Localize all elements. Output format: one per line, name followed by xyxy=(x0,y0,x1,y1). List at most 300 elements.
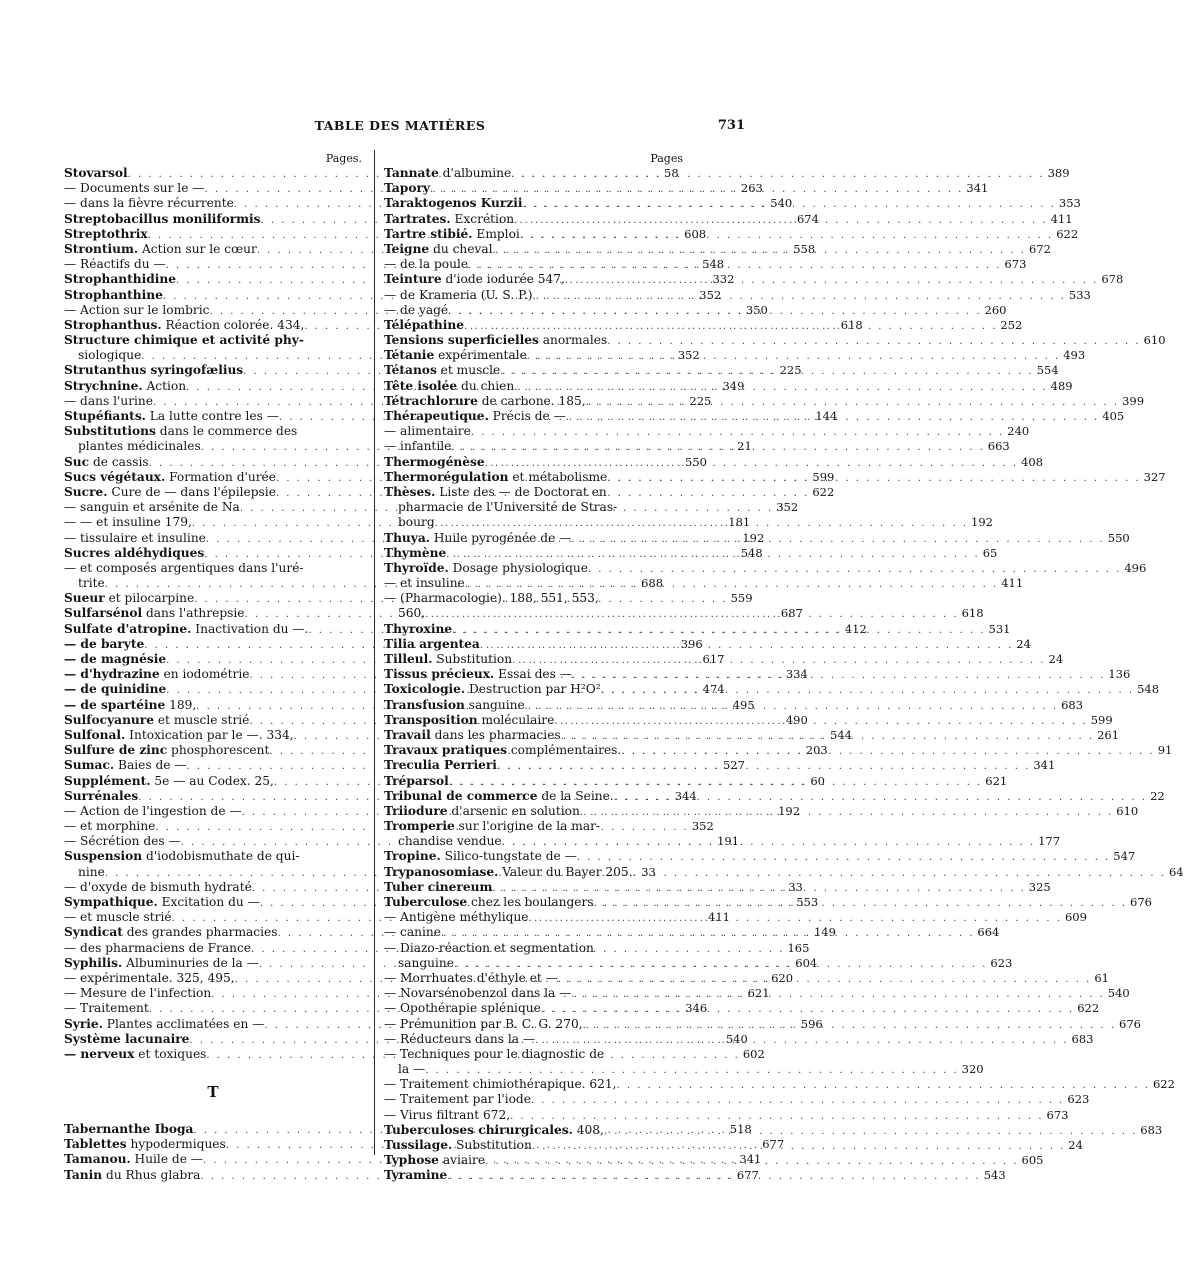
entry-subtext: hypodermiques xyxy=(126,1137,226,1152)
entry-page: 550 xyxy=(685,454,707,469)
entry-text xyxy=(384,227,520,242)
entry-text xyxy=(384,1153,485,1168)
entry-text xyxy=(64,272,176,287)
entry-text xyxy=(64,1122,193,1137)
entry-subtext: plantes médicinales xyxy=(78,439,201,454)
entry-text xyxy=(64,880,252,895)
entry-page: 341 xyxy=(739,1152,762,1167)
entry-text xyxy=(384,576,465,591)
entry-page: 22 xyxy=(1150,788,1165,803)
entry-term: Substitutions xyxy=(64,424,156,439)
entry-subtext: — (Pharmacologie). 188, 551, 553, xyxy=(384,591,599,606)
entry-text xyxy=(64,333,304,348)
entry-page: 24 xyxy=(1016,636,1031,651)
entry-text xyxy=(398,956,454,971)
entry-term: Sueur xyxy=(64,591,105,606)
entry-subtext: Action xyxy=(142,378,187,393)
entry-term: Strophanthus. xyxy=(64,317,162,332)
entry-subtext: chez les boulangers xyxy=(467,895,594,909)
leader-dots xyxy=(497,759,1030,774)
entry-text xyxy=(64,789,138,804)
leader-dots xyxy=(541,1002,1074,1017)
entry-subtext: bourg xyxy=(398,515,435,530)
entry-term: Supplément. xyxy=(64,773,151,788)
entry-page: 489 xyxy=(1050,378,1073,393)
entry-text xyxy=(384,849,577,864)
entry-subtext: complémentaires. xyxy=(506,743,622,758)
entry-term: Thèses. xyxy=(384,484,436,499)
entry-term: Tuberculoses chirurgicales. xyxy=(384,1122,573,1137)
entry-text xyxy=(384,941,594,956)
entry-term: Structure chimique et activité phy- xyxy=(64,333,304,348)
entry-text xyxy=(64,925,278,940)
entry-text xyxy=(64,227,148,242)
entry-subtext: — Traitement xyxy=(64,1001,149,1016)
entry-text xyxy=(384,789,614,804)
entry-term: Teigne xyxy=(384,241,430,256)
entry-text xyxy=(384,622,452,637)
entry-term: Tanin xyxy=(64,1167,103,1182)
entry-subtext: trite xyxy=(78,576,105,591)
entry-text xyxy=(64,637,144,652)
entry-term: Tartrates. xyxy=(384,211,451,226)
entry-page: 677 xyxy=(736,1167,759,1182)
entry-subtext: sanguine xyxy=(398,955,454,970)
entry-text xyxy=(384,698,525,713)
entry-text xyxy=(64,318,304,333)
entry-text xyxy=(64,424,297,439)
leader-dots xyxy=(571,987,1104,1002)
entry-subtext: — Documents sur le — xyxy=(64,181,205,196)
entry-page: 350 xyxy=(745,302,768,317)
entry-page: 24 xyxy=(1068,1138,1083,1152)
entry-subtext: Formation d'urée xyxy=(165,469,276,484)
entry-page: 352 xyxy=(699,287,722,302)
entry-text xyxy=(64,288,163,303)
entry-term: Tablettes xyxy=(64,1137,127,1152)
entry-text xyxy=(384,1077,617,1092)
entry-term: Strutanthus syringofælius xyxy=(64,363,244,378)
entry-text xyxy=(64,743,269,758)
entry-page: 531 xyxy=(988,621,1011,636)
entry-page: 490 xyxy=(785,712,808,727)
entry-subtext: Précis de — xyxy=(488,409,566,423)
entry-term: Tensions superficielles xyxy=(384,333,539,348)
leader-dots xyxy=(554,714,1087,729)
entry-subtext: chandise vendue xyxy=(398,834,502,849)
entry-page: 623 xyxy=(990,955,1013,970)
entry-term: Thymène xyxy=(384,545,447,560)
entry-text xyxy=(384,561,588,576)
leader-dots xyxy=(607,334,1140,349)
entry-page: 33 xyxy=(641,864,656,879)
entry-subtext: du cheval xyxy=(429,241,493,256)
entry-text xyxy=(64,986,211,1001)
entry-subtext: Excrétion xyxy=(450,211,515,226)
entry-subtext: — dans l'urine xyxy=(64,393,153,408)
leader-dots xyxy=(532,1139,1065,1154)
entry-page: 496 xyxy=(1124,560,1147,575)
index-entry xyxy=(384,333,1166,348)
entry-page: 327 xyxy=(1143,469,1166,484)
leader-dots xyxy=(532,289,1065,304)
entry-text xyxy=(384,470,607,485)
entry-page: 320 xyxy=(961,1062,984,1077)
entry-page: 599 xyxy=(1090,712,1113,727)
entry-page: 405 xyxy=(1102,409,1125,423)
entry-page: 261 xyxy=(1097,727,1120,742)
index-entry xyxy=(384,819,683,834)
entry-text xyxy=(384,1092,531,1107)
entry-term: Tyramine xyxy=(384,1168,448,1183)
entry-page: 91 xyxy=(1157,743,1173,758)
entry-term: Syndicat xyxy=(64,925,123,940)
leader-dots xyxy=(577,850,1110,865)
entry-subtext: et toxiques xyxy=(134,1046,207,1061)
entry-term: Tussilage. xyxy=(384,1138,453,1152)
entry-page: 622 xyxy=(812,484,835,499)
entry-subtext: des grandes pharmacies xyxy=(122,925,278,940)
entry-text xyxy=(398,1062,425,1077)
entry-text xyxy=(64,819,155,834)
entry-subtext: Huile pyrogénée de — xyxy=(430,530,572,545)
entry-term: Tannate xyxy=(384,166,439,180)
entry-page: 683 xyxy=(1061,697,1084,712)
entry-page: 622 xyxy=(1056,226,1079,241)
leader-dots xyxy=(510,1109,1043,1124)
entry-subtext: anormales xyxy=(538,333,608,348)
entry-page: 411 xyxy=(708,910,730,925)
entry-text xyxy=(384,591,599,606)
entry-text xyxy=(64,166,128,181)
entry-subtext: et métabolisme xyxy=(508,469,608,484)
entry-subtext: — Mesure de l'infection xyxy=(64,986,212,1001)
entry-term: Surrénales xyxy=(64,788,139,803)
entry-subtext: 560, xyxy=(398,606,426,621)
entry-page: 610 xyxy=(1143,333,1166,348)
entry-page: 341 xyxy=(1033,758,1056,773)
entry-subtext: Silico-tungstate de — xyxy=(440,849,577,864)
entry-text xyxy=(398,834,502,849)
entry-page: 618 xyxy=(961,606,984,621)
entry-subtext: Valeur du Bayer 205. xyxy=(498,864,633,879)
entry-term: Typhose xyxy=(384,1153,439,1168)
entry-text xyxy=(384,1123,604,1138)
entry-page: 24 xyxy=(1048,652,1064,666)
entry-text xyxy=(64,303,209,318)
entry-text xyxy=(384,439,451,454)
leader-dots xyxy=(446,547,979,562)
entry-subtext: du Rhus glabra xyxy=(102,1167,201,1182)
entry-subtext: — Antigène méthylique xyxy=(384,910,529,925)
entry-page: 192 xyxy=(778,803,801,818)
entry-text xyxy=(384,181,430,196)
entry-term: Strophanthidine xyxy=(64,272,177,287)
entry-text xyxy=(398,515,435,530)
pages-heading-right: Pages xyxy=(650,152,683,165)
entry-term: Travail xyxy=(384,727,431,742)
entry-text xyxy=(64,591,194,606)
leader-dots xyxy=(621,744,1154,759)
entry-page: 688 xyxy=(641,576,664,591)
entry-page: 533 xyxy=(1068,287,1091,302)
entry-term: Sucres aldéhydiques xyxy=(64,545,205,560)
entry-term: Tissus précieux. xyxy=(384,667,495,682)
entry-subtext: 189, xyxy=(165,697,197,712)
entry-subtext: — et composés argentiques dans l'uré- xyxy=(64,560,304,575)
entry-subtext: Intoxication par le —. 334, xyxy=(125,727,294,742)
entry-subtext: du chien xyxy=(457,378,515,393)
entry-text xyxy=(78,865,105,880)
entry-text xyxy=(384,880,492,895)
entry-text xyxy=(384,667,572,682)
entry-text xyxy=(384,1032,535,1047)
entry-text xyxy=(384,485,607,500)
entry-subtext: de carbone. 185, xyxy=(477,393,586,408)
entry-subtext: — Opothérapie splénique xyxy=(384,1001,541,1016)
entry-subtext: — des pharmaciens de France xyxy=(64,940,252,955)
entry-subtext: aviaire xyxy=(438,1153,486,1168)
leader-dots xyxy=(514,213,1047,228)
entry-term: Tétrachlorure xyxy=(384,393,478,408)
entry-subtext: Réaction colorée. 434, xyxy=(161,317,305,332)
leader-dots xyxy=(485,456,1018,471)
entry-text xyxy=(384,455,485,470)
entry-subtext: Baies de — xyxy=(114,758,187,773)
entry-subtext: — Réactifs du — xyxy=(64,257,166,272)
entry-subtext: Essai des — xyxy=(494,667,572,682)
entry-term: Tropine. xyxy=(384,849,441,864)
entry-text xyxy=(64,941,251,956)
index-entry xyxy=(384,1047,683,1062)
entry-text xyxy=(384,272,565,287)
entry-text xyxy=(384,333,607,348)
leader-dots xyxy=(464,319,997,334)
entry-page: 412 xyxy=(844,621,867,636)
leader-dots xyxy=(565,273,1098,288)
entry-text xyxy=(64,561,304,576)
entry-subtext: — — et insuline 179, xyxy=(64,515,192,530)
entry-term: Streptobacillus moniliformis xyxy=(64,211,261,226)
entry-page: 623 xyxy=(1067,1092,1090,1107)
entry-subtext: — de yagé xyxy=(384,302,449,317)
entry-text xyxy=(384,196,522,211)
entry-text xyxy=(64,1001,149,1016)
entry-text xyxy=(384,394,586,409)
entry-text xyxy=(64,394,153,409)
leader-dots xyxy=(425,607,958,622)
leader-dots xyxy=(512,653,1045,668)
entry-term: Tétanos xyxy=(384,363,437,378)
entry-text xyxy=(384,379,514,394)
index-entry xyxy=(64,561,362,576)
entry-text xyxy=(64,804,242,819)
entry-page: 411 xyxy=(1001,576,1024,591)
entry-text xyxy=(64,652,166,667)
entry-subtext: — Virus filtrant 672, xyxy=(384,1107,511,1122)
entry-page: 325 xyxy=(1028,879,1051,894)
index-entry xyxy=(384,560,1147,576)
index-entry xyxy=(384,1107,1069,1123)
entry-term: Thermogénèse xyxy=(384,454,485,469)
entry-term: Strontium. xyxy=(64,241,139,256)
entry-page: 144 xyxy=(815,409,838,423)
entry-subtext: Liste des — de Doctorat en xyxy=(435,484,607,499)
entry-term: Système lacunaire xyxy=(64,1031,190,1046)
entry-subtext: Action sur le cœur xyxy=(138,241,257,256)
entry-page: 60 xyxy=(810,773,825,788)
entry-text xyxy=(384,424,471,439)
leader-dots xyxy=(566,410,1099,425)
entry-subtext: d'iode iodurée 547, xyxy=(441,272,565,287)
entry-text xyxy=(384,637,480,652)
entry-term: Tromperie xyxy=(384,819,455,834)
entry-page: 192 xyxy=(742,530,765,545)
entry-page: 620 xyxy=(771,970,794,985)
entry-subtext: et pilocarpine xyxy=(104,591,195,606)
entry-page: 349 xyxy=(722,378,745,393)
entry-term: — de spartéine xyxy=(64,697,166,712)
entry-page: 332 xyxy=(712,272,735,287)
entry-text xyxy=(384,242,493,257)
entry-subtext: — sanguin et arsénite de Na xyxy=(64,500,240,515)
leader-dots xyxy=(500,364,1033,379)
entry-term: Toxicologie. xyxy=(384,682,466,697)
entry-page: 165 xyxy=(787,940,810,955)
entry-text xyxy=(384,925,441,940)
leader-dots xyxy=(558,972,1091,987)
entry-page: 548 xyxy=(702,257,725,272)
entry-text xyxy=(64,895,260,910)
entry-page: 554 xyxy=(1036,363,1059,378)
entry-term: Tilia argentea xyxy=(384,636,480,651)
entry-text xyxy=(384,1108,510,1123)
entry-page: 192 xyxy=(971,515,993,530)
entry-text xyxy=(384,1017,583,1032)
leader-dots xyxy=(435,516,968,531)
entry-page: 610 xyxy=(1116,803,1139,818)
index-entry xyxy=(384,166,1070,181)
entry-subtext: dans l'athrepsie xyxy=(142,606,245,621)
entry-term: Sulfocyanure xyxy=(64,712,154,727)
leader-dots xyxy=(448,304,981,319)
index-entry xyxy=(384,1062,984,1077)
leader-dots xyxy=(594,896,1127,911)
entry-subtext: Substitution xyxy=(432,652,513,666)
entry-page: 353 xyxy=(1058,196,1081,211)
entry-page: 676 xyxy=(1119,1016,1141,1031)
entry-page: 673 xyxy=(1046,1107,1069,1122)
entry-text xyxy=(64,834,181,849)
leader-dots xyxy=(601,683,1134,698)
entry-subtext: — de Krameria (U. S. P.) xyxy=(384,287,533,302)
entry-term: Sulfure de zinc xyxy=(64,743,168,758)
entry-term: Trypanosomiase. xyxy=(384,864,499,879)
entry-page: 334 xyxy=(785,667,808,682)
entry-term: Thérapeutique. xyxy=(384,409,489,423)
leader-dots xyxy=(522,197,1055,212)
index-entry xyxy=(64,333,362,348)
page-number: 731 xyxy=(717,118,745,133)
leader-dots xyxy=(451,440,984,455)
index-entry xyxy=(384,485,683,500)
entry-text xyxy=(64,257,166,272)
entry-page: 547 xyxy=(1113,849,1136,864)
index-entry xyxy=(384,1077,1175,1092)
entry-page: 664 xyxy=(977,925,1000,940)
leader-dots xyxy=(465,577,998,592)
entry-subtext: — et insuline xyxy=(384,576,465,591)
leader-dots xyxy=(447,1169,980,1184)
entry-page: 58 xyxy=(664,166,679,180)
leader-dots xyxy=(561,729,1094,744)
leader-dots xyxy=(571,532,1104,547)
entry-page: 411 xyxy=(1050,211,1073,226)
entry-page: 344 xyxy=(674,788,697,803)
entry-text xyxy=(64,455,149,470)
entry-term: Sulfarsénol xyxy=(64,606,143,621)
entry-text xyxy=(384,212,514,227)
entry-subtext: — Novarsénobenzol dans la — xyxy=(384,986,572,1001)
entry-text xyxy=(64,485,276,500)
entry-text xyxy=(384,409,566,424)
entry-term: Tuberculose xyxy=(384,895,468,909)
entry-page: 604 xyxy=(795,955,818,970)
leader-dots xyxy=(583,1018,1116,1033)
entry-term: Sumac. xyxy=(64,758,115,773)
entry-text xyxy=(384,531,571,546)
entry-page: 341 xyxy=(966,181,989,196)
entry-text xyxy=(384,363,500,378)
entry-subtext: — Traitement par l'iode xyxy=(384,1092,531,1107)
leader-dots xyxy=(449,775,982,790)
leader-dots xyxy=(502,835,1035,850)
entry-text xyxy=(64,409,279,424)
index-entry xyxy=(384,576,1024,591)
entry-subtext: — Prémunition par B. C. G. 270, xyxy=(384,1016,583,1031)
entry-page: 352 xyxy=(677,348,700,363)
entry-text xyxy=(64,470,276,485)
entry-term: Strophanthine xyxy=(64,287,163,302)
entry-page: 559 xyxy=(730,591,753,606)
entry-page: 683 xyxy=(1071,1031,1094,1046)
entry-text xyxy=(64,728,294,743)
entry-text xyxy=(384,986,571,1001)
entry-term: Thyroxine xyxy=(384,621,453,636)
entry-page: 663 xyxy=(987,439,1010,454)
entry-term: Tilleul. xyxy=(384,652,433,666)
entry-text xyxy=(78,439,201,454)
entry-text xyxy=(64,956,259,971)
leader-dots xyxy=(588,562,1121,577)
entry-text xyxy=(384,865,633,880)
entry-text xyxy=(64,698,196,713)
entry-term: — d'hydrazine xyxy=(64,667,160,682)
entry-page: 352 xyxy=(691,819,714,834)
entry-term: Thermorégulation xyxy=(384,469,509,484)
entry-subtext: — Action de l'ingestion de — xyxy=(64,803,242,818)
entry-term: Tuber cinereum xyxy=(384,879,493,894)
leader-dots xyxy=(514,380,1047,395)
entry-page: 495 xyxy=(732,697,755,712)
entry-text xyxy=(64,546,204,561)
entry-subtext: — Traitement chimiothérapique. 621, xyxy=(384,1077,617,1092)
entry-subtext: — Action sur le lombric xyxy=(64,302,210,317)
entry-subtext: — tissulaire et insuline xyxy=(64,530,206,545)
entry-subtext: Dosage physiologique xyxy=(448,560,588,575)
leader-dots xyxy=(525,699,1058,714)
entry-text xyxy=(64,713,249,728)
